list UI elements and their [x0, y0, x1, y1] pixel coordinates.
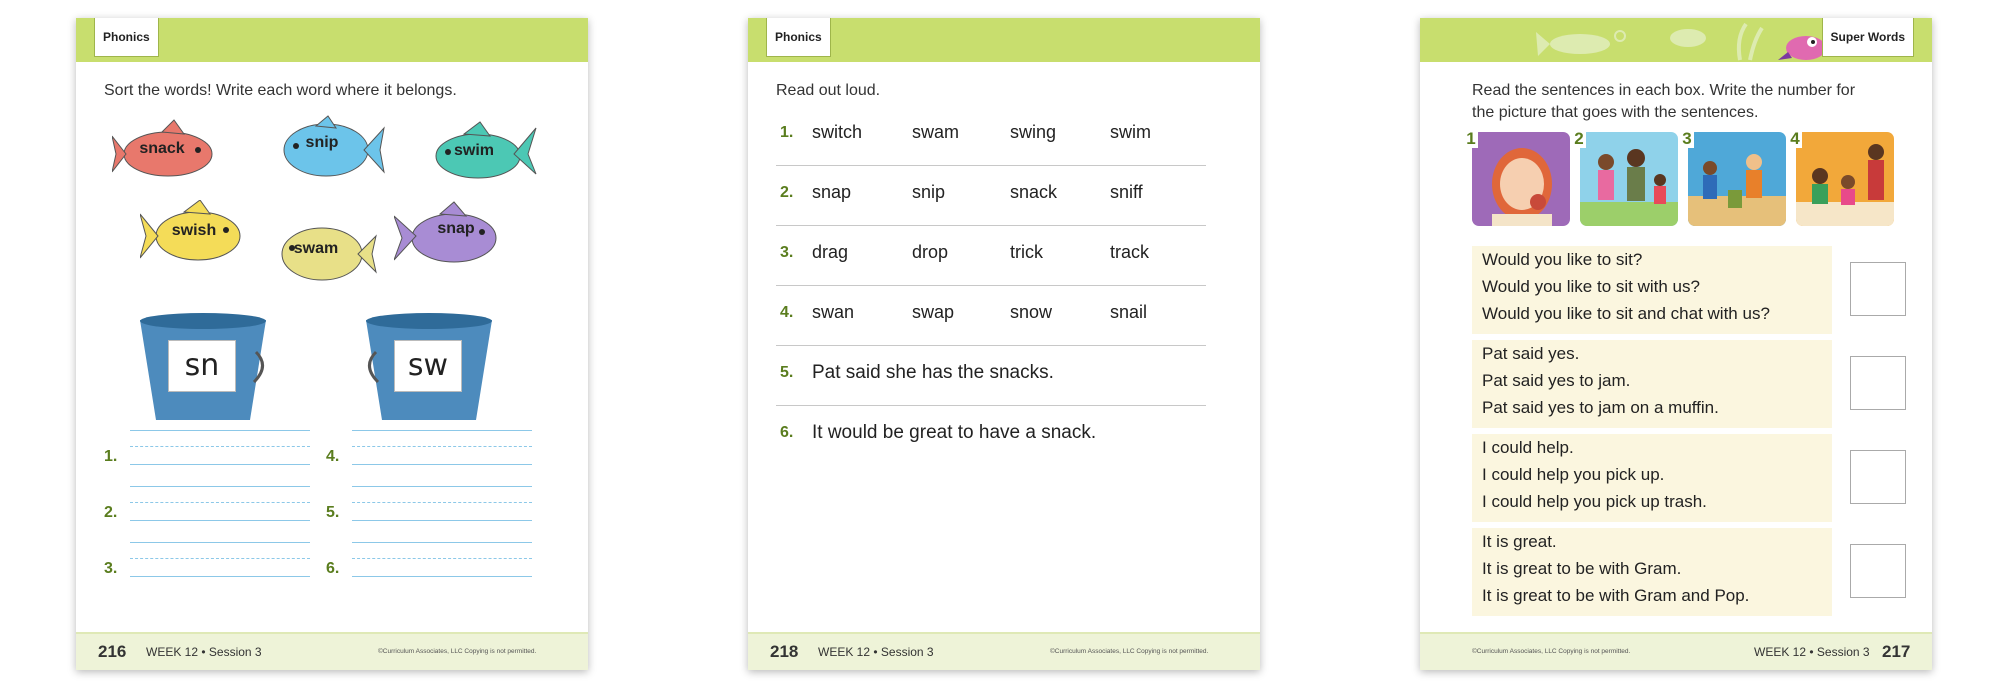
- bucket-label: sn: [168, 340, 236, 392]
- week-session: WEEK 12 • Session 3: [146, 645, 262, 659]
- answer-box-1[interactable]: [1850, 262, 1906, 316]
- sentence: I could help you pick up.: [1482, 465, 1665, 484]
- word: switch: [812, 122, 863, 142]
- instruction-text: Read out loud.: [776, 82, 881, 99]
- line-number: 6.: [326, 560, 340, 577]
- page-footer: [1420, 632, 1932, 670]
- write-line-3[interactable]: [130, 576, 310, 577]
- fish-snack: [112, 118, 222, 188]
- write-line-top: [130, 486, 310, 487]
- write-line-1[interactable]: [130, 464, 310, 465]
- sentence: It would be great to have a snack.: [812, 422, 1097, 443]
- worksheet-page-218: [748, 18, 1260, 670]
- bucket-sw: [364, 312, 494, 424]
- word-row: [776, 286, 1206, 346]
- sentence-row: [776, 406, 1206, 466]
- answer-box-4[interactable]: [1850, 544, 1906, 598]
- fish-swish: [140, 200, 250, 270]
- row-number: 2.: [780, 184, 794, 201]
- word: snip: [912, 182, 946, 202]
- write-line-top: [352, 542, 532, 543]
- sentence: Pat said yes to jam.: [1482, 371, 1631, 390]
- word: sniff: [1110, 182, 1143, 202]
- sentence: Would you like to sit with us?: [1482, 277, 1700, 296]
- write-line-4[interactable]: [352, 464, 532, 465]
- fish-swam: [272, 218, 382, 288]
- picture-2: [1580, 132, 1678, 226]
- section-tab: Phonics: [766, 18, 831, 57]
- sentence: It is great to be with Gram and Pop.: [1482, 586, 1750, 605]
- picture-number: 3: [1680, 130, 1694, 148]
- word: trick: [1010, 242, 1043, 262]
- page-footer: [76, 632, 588, 670]
- word: drop: [912, 242, 949, 262]
- instruction-line: the picture that goes with the sentences.: [1472, 104, 1759, 121]
- row-number: 4.: [780, 304, 794, 321]
- write-line-dashed: [130, 502, 310, 503]
- word: swam: [912, 122, 960, 142]
- worksheet-page-217: [1420, 18, 1932, 670]
- section-tab: Phonics: [94, 18, 159, 57]
- instruction-line: Read the sentences in each box. Write the number for: [1472, 82, 1856, 99]
- word: swan: [812, 302, 855, 322]
- word-row: [776, 106, 1206, 166]
- row-number: 6.: [780, 424, 794, 441]
- write-line-top: [352, 486, 532, 487]
- word: snail: [1110, 302, 1148, 322]
- answer-box-3[interactable]: [1850, 450, 1906, 504]
- word-row: [776, 166, 1206, 226]
- line-number: 2.: [104, 504, 118, 521]
- line-number: 3.: [104, 560, 118, 577]
- picture-number: 1: [1464, 130, 1478, 148]
- fish-snap: [394, 200, 504, 270]
- section-tab: Super Words: [1822, 18, 1914, 57]
- fish-snip: [276, 114, 386, 184]
- sentence-box-2: [1472, 340, 1832, 428]
- write-line-top: [352, 430, 532, 431]
- copyright-notice: ©Curriculum Associates, LLC Copying is not permitted.: [378, 648, 537, 655]
- picture-number: 4: [1788, 130, 1802, 148]
- week-session: WEEK 12 • Session 3: [1754, 645, 1870, 659]
- sentence: It is great to be with Gram.: [1482, 559, 1682, 578]
- family-at-table-icon: [1796, 132, 1894, 226]
- line-number: 4.: [326, 448, 340, 465]
- sentence-box-4: [1472, 528, 1832, 616]
- word: snap: [812, 182, 852, 202]
- word: swap: [912, 302, 955, 322]
- copyright-notice: ©Curriculum Associates, LLC Copying is not permitted.: [1050, 648, 1209, 655]
- sentence: I could help.: [1482, 438, 1574, 457]
- write-line-6[interactable]: [352, 576, 532, 577]
- instruction-text: [1472, 80, 1855, 124]
- word: snow: [1010, 302, 1053, 322]
- fish-word: swish: [171, 222, 217, 239]
- write-line-5[interactable]: [352, 520, 532, 521]
- write-line-top: [130, 430, 310, 431]
- page-footer: [748, 632, 1260, 670]
- row-number: 3.: [780, 244, 794, 261]
- sentence: It is great.: [1482, 532, 1557, 551]
- sentence-row: [776, 346, 1206, 406]
- word: swim: [1110, 122, 1151, 142]
- picture-4: [1796, 132, 1894, 226]
- sentence: I could help you pick up trash.: [1482, 492, 1707, 511]
- word: track: [1110, 242, 1150, 262]
- line-number: 5.: [326, 504, 340, 521]
- answer-box-2[interactable]: [1850, 356, 1906, 410]
- week-session: WEEK 12 • Session 3: [818, 645, 934, 659]
- row-number: 5.: [780, 364, 794, 381]
- fish-swim: [428, 118, 538, 188]
- sentence: Pat said she has the snacks.: [812, 362, 1054, 383]
- worksheet-page-216: [76, 18, 588, 670]
- word: drag: [812, 242, 849, 262]
- sentence-box-3: [1472, 434, 1832, 522]
- girl-eating-icon: [1472, 132, 1570, 226]
- copyright-notice: ©Curriculum Associates, LLC Copying is not permitted.: [1472, 648, 1631, 655]
- fish-word: swam: [293, 240, 339, 257]
- write-line-dashed: [352, 446, 532, 447]
- sentence: Pat said yes to jam on a muffin.: [1482, 398, 1719, 417]
- page-number: 218: [770, 642, 799, 661]
- sentence-box-1: [1472, 246, 1832, 334]
- write-line-dashed: [352, 502, 532, 503]
- write-line-dashed: [130, 446, 310, 447]
- bucket-label: sw: [394, 340, 462, 392]
- fish-word: swim: [453, 142, 494, 159]
- fish-word: snack: [139, 140, 185, 157]
- word: snack: [1010, 182, 1058, 202]
- sentence: Would you like to sit?: [1482, 250, 1643, 269]
- word-row: [776, 226, 1206, 286]
- fish-word: snap: [437, 220, 475, 237]
- picture-number: 2: [1572, 130, 1586, 148]
- picture-3: [1688, 132, 1786, 226]
- write-line-dashed: [352, 558, 532, 559]
- fish-word: snip: [305, 134, 339, 151]
- bucket-sn: [138, 312, 268, 424]
- kids-picking-up-trash-icon: [1688, 132, 1786, 226]
- page-number: 216: [98, 642, 127, 661]
- line-number: 1.: [104, 448, 118, 465]
- instruction-text: Sort the words! Write each word where it belongs.: [104, 82, 457, 99]
- write-line-dashed: [130, 558, 310, 559]
- sentence: Pat said yes.: [1482, 344, 1580, 363]
- row-number: 1.: [780, 124, 794, 141]
- family-walking-icon: [1580, 132, 1678, 226]
- sentence: Would you like to sit and chat with us?: [1482, 304, 1770, 323]
- write-line-2[interactable]: [130, 520, 310, 521]
- picture-1: [1472, 132, 1570, 226]
- write-line-top: [130, 542, 310, 543]
- word: swing: [1010, 122, 1057, 142]
- page-number: 217: [1882, 642, 1911, 661]
